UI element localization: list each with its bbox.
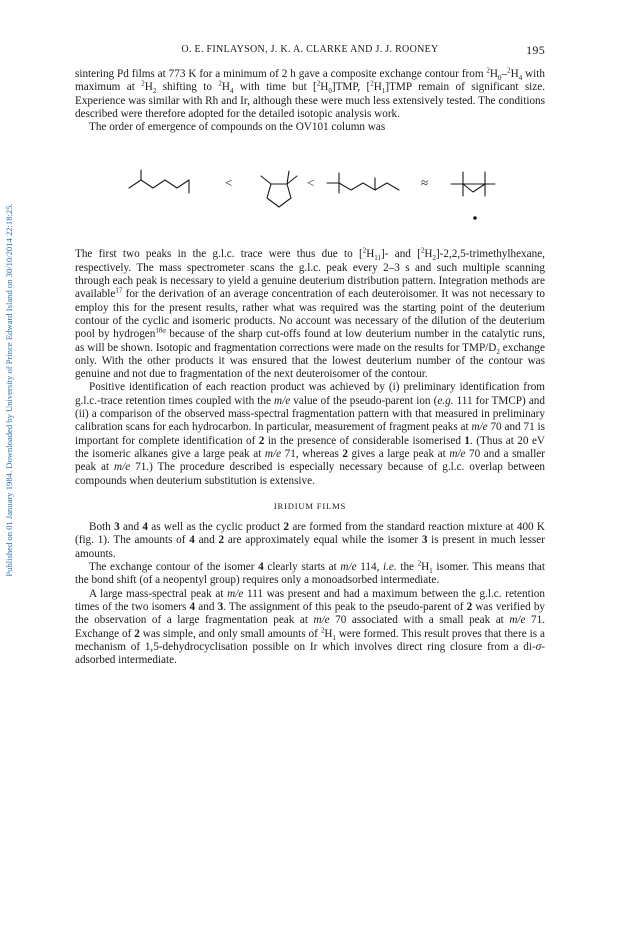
paragraph-mass-spectral-peak: A large mass-spectral peak at m/e 111 was present and had a maximum between the g.l.c. retention times of the two isomers 4 and 3. The assignment of this peak to the pseudo-parent of 2 was verified by the observation of a large fragmentation peak at m/e 70 associated with a small peak at m/e 71. Exchange of 2 was simple, and only small amounts of $^2H_1$ were formed. This result proves that there is a mechanism of 1,5-dehydrocyclisation possible on Ir which involves direct ring closure from a di-σ-adsorbed intermediate. [75,587,546,667]
paragraph-sintering: sintering Pd films at 773 K for a minimum of 2 h gave a composite exchange contour from $^2H_0-^2H_4$ with maximum at $^2H_2$ shifting to $^2H_4$ with time but $[^2H_0]TMP$, $[^2H_1]TMP$ remain of significant size. Experience was similar with Rh and Ir, although these were much less extensively tested. The conditions described were therefore adopted for the detailed isotopic analysis work. [75,66,546,120]
structure-isomer-3 [327,173,399,193]
page-header [75,44,545,60]
relation-less-than-2: < [307,175,315,191]
paragraph-identification: Positive identification of each reaction product was achieved by (i) preliminary identification from g.l.c.-trace retention times coupled with the m/e value of the pseudo-parent ion (e.g. 111 for TMCP) and (ii) a comparison of the observed mass-spectral fragmentation pattern with that measured in preliminary calibration scans for each hydrocarbon. In particular, measurement of fragment peaks at m/e 70 and 71 is important for complete identification of 2 in the presence of considerable isomerised 1. (Thus at 20 eV the isomeric alkanes give a large peak at m/e 71, whereas 2 gives a large peak at m/e 70 and a smaller peak at m/e 71.) The procedure described is especially necessary because of g.l.c. overlap between compounds when deuterium substitution is extensive. [75,381,545,487]
watermark-text: Published on 01 January 1984. Downloaded by University of Prince Edward Island on 30/10/2014 22:18:25. [4,203,14,577]
elution-order-scheme [75,138,545,238]
relation-less-than-1: < [225,175,233,191]
paragraph-emergence: The order of emergence of compounds on the OV101 column was [89,121,386,134]
paragraph-exchange-contour: The exchange contour of the isomer 4 clearly starts at m/e 114, i.e. the $^2H_1$ isomer. This means that the bond shift (of a neopentyl group) requires only a monoadsorbed intermediate. [75,559,545,587]
stray-dot [473,217,477,221]
paragraph-iridium-products: Both 3 and 4 as well as the cyclic product 2 are formed from the standard reaction mixture at 400 K (fig. 1). The amounts of 4 and 2 are approximately equal while the isomer 3 is present in much lesser amounts. [75,521,545,560]
structure-trimethylhexane [129,170,189,193]
section-heading-iridium: IRIDIUM FILMS [273,500,347,511]
article-body [75,68,545,667]
download-watermark [0,40,18,740]
structure-isomer-4 [451,172,495,196]
running-title: O. E. FINLAYSON, J. K. A. CLARKE AND J. J. ROONEY [181,44,439,55]
structure-cyclopentane [261,171,297,207]
page-number: 195 [526,43,545,57]
relation-approx: ≈ [421,175,429,191]
paragraph-glc-peaks: The first two peaks in the g.l.c. trace were thus due to $[^2H_{11}]-$ and $[^2H_2]-2,2,5$-trimethylhexane, respectively. The mass spectrometer scans the g.l.c. peak every 2–3 s and such multiple scanning through each peak is necessary to yield a genuine deuterium distribution pattern. Integration methods are available$^{17}$ for the derivation of an average concentration of each deuteroisomer. It was not necessary to employ this for the present results, rather what was required was the starting point of the deuterium contour of the cyclic and isomeric products. No account was necessary of the dilution of the deuterium pool by hydrogen$^{18a}$ because of the sharp cut-offs found at low deuterium number in the catalytic runs, as will be shown. Isotopic and fragmentation corrections were made on the results for TMP/$D_2$ exchange only. With the other products it was ensured that the lowest deuterium number of the contour was genuine and not due to fragmentation of the next deuteroisomer of the contour. [75,246,545,381]
